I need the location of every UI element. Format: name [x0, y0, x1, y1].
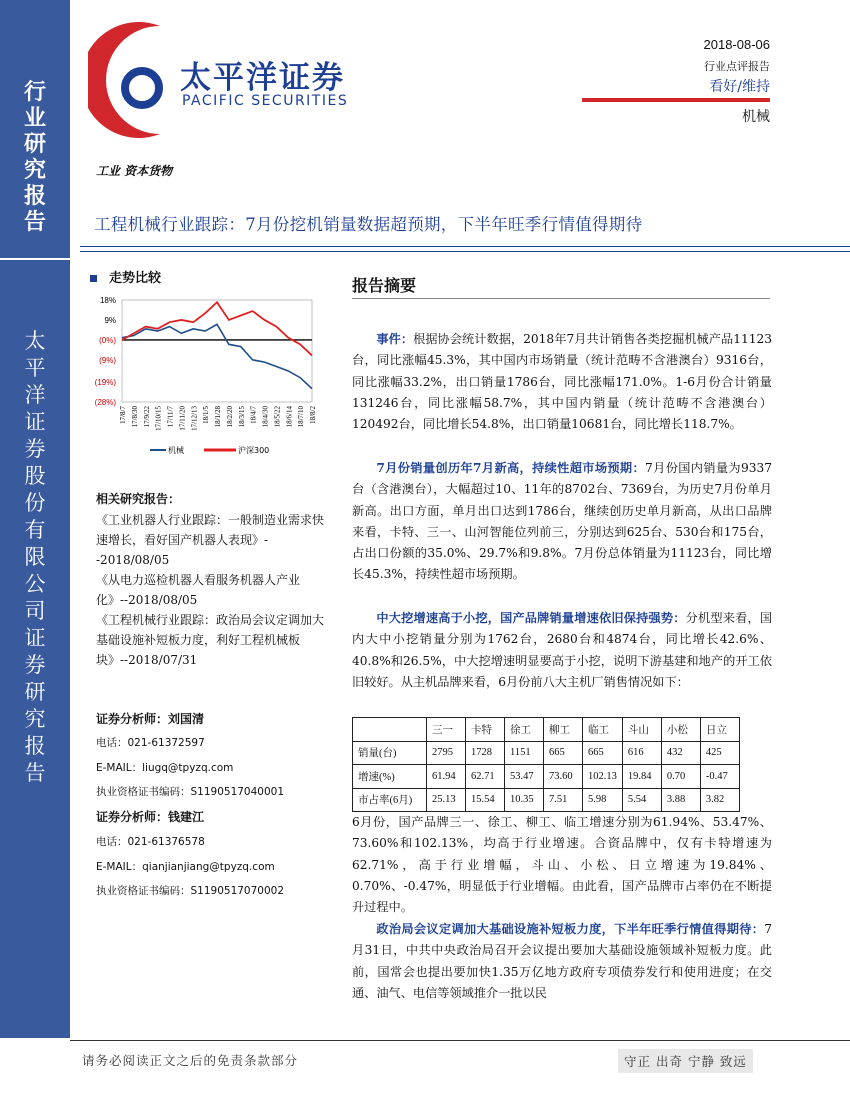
side-label-char: 限: [24, 545, 46, 569]
trend-heading: [90, 267, 161, 286]
table-cell: 销量(台): [353, 741, 427, 765]
chart-x-tick-label: 17/9/22: [142, 406, 151, 428]
trend-heading-text: 走势比较: [109, 271, 162, 286]
sector-label: 机械: [742, 109, 770, 125]
chart-x-tick-label: 17/11/7: [166, 406, 175, 428]
table-cell: 增速(%): [353, 765, 427, 789]
side-label-report-type: [0, 80, 70, 236]
table-cell: 62.71: [466, 765, 505, 789]
table-cell: 5.98: [583, 788, 623, 812]
side-label-char: 报: [23, 184, 46, 209]
chart-x-tick-label: 18/3/15: [237, 406, 246, 428]
pacific-logo-icon: [88, 20, 180, 140]
report-type: 行业点评报告: [704, 60, 770, 73]
table-header-cell: 柳工: [544, 718, 583, 742]
table-cell: 665: [583, 741, 623, 765]
chart-y-tick-label: 9%: [104, 315, 116, 325]
analyst-cert: 执业资格证书编码：S1190517070002: [96, 885, 285, 897]
table-header-cell: [353, 718, 427, 742]
side-label-char: 份: [24, 491, 46, 515]
chart-x-tick-label: 17/8/30: [130, 406, 139, 428]
table-cell: 1151: [505, 741, 544, 765]
logo-text-cn: 太平洋证券: [180, 60, 345, 96]
table-cell: 616: [622, 741, 661, 765]
chart-x-tick-label: 18/4/7: [249, 406, 258, 424]
paragraph-lead: 事件：: [376, 332, 414, 346]
side-label-char: 洋: [24, 383, 46, 407]
table-cell: 7.51: [544, 788, 583, 812]
chart-y-tick-label: (9%): [99, 355, 116, 365]
analyst-name: 证券分析师：钱建江: [96, 810, 205, 824]
side-label-char: 研: [23, 132, 46, 157]
summary-paragraph-july-sales: [352, 458, 772, 586]
report-date: 2018-08-06: [703, 37, 770, 52]
side-label-char: 研: [24, 680, 46, 704]
rating-label: 看好/维持: [709, 79, 770, 95]
trend-chart: [80, 290, 325, 462]
analyst-cert: 执业资格证书编码：S1190517040001: [96, 786, 285, 798]
chart-legend-label: 机械: [168, 446, 184, 455]
chart-y-tick-label: (0%): [99, 335, 116, 345]
side-label-char: 公: [24, 572, 46, 596]
table-header-cell: 徐工: [505, 718, 544, 742]
related-reports-heading: 相关研究报告：: [96, 492, 181, 506]
paragraph-text: 分机型来看，国内大中小挖销量分别为1762台，2680台和4874台，同比增长42.6%、40.8%和26.5%，中大挖增速明显要高于小挖，说明下游基建和地产的开工依旧较好。从主机品牌来看，6月份前八大主机厂销售情况如下：: [352, 611, 773, 689]
chart-x-tick-label: 17/11/20: [178, 406, 187, 431]
paragraph-lead: 政治局会议定调加大基础设施补短板力度，下半年旺季行情值得期待：: [376, 922, 765, 936]
side-label-char: 平: [24, 356, 46, 380]
side-label-char: 有: [24, 518, 46, 542]
table-header-cell: 卡特: [466, 718, 505, 742]
table-cell: 1728: [466, 741, 505, 765]
chart-x-tick-label: 18/2/20: [225, 406, 234, 428]
brand-sales-table: [352, 717, 740, 812]
table-cell: 0.70: [661, 765, 700, 789]
table-row: [353, 741, 740, 765]
table-cell: 3.82: [700, 788, 739, 812]
related-reports-list: [96, 510, 328, 670]
table-header-cell: 三一: [427, 718, 466, 742]
side-label-company: [0, 328, 70, 787]
paragraph-text: 6月份，国产品牌三一、徐工、柳工、临工增速分别为61.94%、53.47%、73.60%和102.13%，均高于行业增速。合资品牌中，仅有卡特增速为62.71%，高于行业增幅，斗山、小松、日立增速为19.84%、0.70%、-0.47%，明显低于行业增幅。由此看，国产品牌市占率仍在不断提升过程中。: [352, 815, 772, 915]
paragraph-lead: 7月份销量创历年7月新高，持续性超市场预期：: [376, 461, 646, 475]
table-cell: 2795: [427, 741, 466, 765]
chart-x-tick-label: 18/8/2: [309, 406, 317, 424]
side-label-char: 究: [23, 158, 46, 183]
title-divider-thin: [80, 251, 850, 252]
table-row: [353, 765, 740, 789]
side-label-char: 证: [24, 410, 46, 434]
chart-y-tick-label: (28%): [94, 398, 116, 407]
table-cell: 432: [661, 741, 700, 765]
side-label-char: 究: [24, 707, 46, 731]
summary-paragraph-domestic-brands: [352, 812, 772, 918]
paragraph-text: 7月份国内销量为9337台（含港澳台），大幅超过10、11年的8702台、7369台，为历史7月份单月新高。出口方面，单月出口达到1786台，继续创历史单月新高，从出口品牌来看，卡特、三一、山河智能位列前三，分别达到625台、530台和175台，占出口份额的35.0%、29.7%和9.8%。7月份总体销量为11123台，同比增长45.3%，持续性超市场预期。: [352, 461, 772, 582]
analyst-email[interactable]: E-MAIL：qianjianjiang@tpyzq.com: [96, 861, 275, 873]
paragraph-text: 根据协会统计数据，2018年7月共计销售各类挖掘机械产品11123台，同比涨幅45.3%，其中国内市场销量（统计范畴不含港澳台）9316台，同比涨幅33.2%，出口销量1786台，同比涨幅171.0%。1-6月份合计销量131246台，同比涨幅58.7%，其中国内销量（统计范畴不含港澳台）120492台，同比增长54.8%，出口销量10681台，同比增长118.7%。: [352, 332, 773, 432]
table-cell: 61.94: [427, 765, 466, 789]
table-cell: 73.60: [544, 765, 583, 789]
side-label-char: 告: [24, 761, 46, 785]
chart-legend-label: 沪深300: [238, 446, 270, 455]
related-report-item[interactable]: 《工程机械行业跟踪：政治局会议定调加大基础设施补短板力度，利好工程机械板块》--2018/07/31: [96, 613, 325, 667]
chart-y-tick-label: 18%: [99, 296, 116, 305]
related-report-item[interactable]: 《工业机器人行业跟踪：一般制造业需求快速增长，看好国产机器人表现》--2018/08/05: [96, 513, 325, 567]
side-label-char: 券: [24, 653, 46, 677]
table-cell: 10.35: [505, 788, 544, 812]
chart-x-tick-label: 18/1/28: [214, 406, 222, 428]
footer-motto: 守正 出奇 宁静 致远: [618, 1049, 753, 1073]
side-label-char: 太: [24, 329, 46, 353]
side-label-char: 业: [23, 106, 46, 131]
table-cell: 102.13: [583, 765, 623, 789]
chart-x-tick-label: 18/4/30: [261, 406, 270, 428]
square-bullet-icon: [90, 275, 97, 282]
table-cell: 15.54: [466, 788, 505, 812]
table-cell: 53.47: [505, 765, 544, 789]
table-cell: 3.88: [661, 788, 700, 812]
related-report-item[interactable]: 《从电力巡检机器人看服务机器人产业化》--2018/08/05: [96, 573, 301, 607]
category-label: 工业 资本货物: [96, 164, 173, 178]
side-label-char: 司: [24, 599, 46, 623]
chart-x-tick-label: 18/6/14: [285, 406, 294, 428]
chart-x-tick-label: 18/7/10: [297, 406, 306, 428]
page-title: 工程机械行业跟踪：7月份挖机销量数据超预期，下半年旺季行情值得期待: [94, 215, 643, 234]
summary-paragraph-policy: [352, 919, 772, 1004]
analyst-email[interactable]: E-MAIL：liugq@tpyzq.com: [96, 762, 234, 774]
analyst-phone: 电话：021-61376578: [96, 836, 205, 848]
paragraph-text: 7月31日，中共中央政治局召开会议提出要加大基础设施领域补短板力度。此前，国常会也提出要加快1.35万亿地方政府专项债券发行和使用进度；在交通、油气、电信等领域推介一批以民: [352, 922, 772, 1000]
side-label-char: 行: [23, 80, 46, 105]
table-cell: 市占率(6月): [353, 788, 427, 812]
summary-paragraph-excavator-size: [352, 608, 772, 693]
side-label-char: 股: [24, 464, 46, 488]
footer-disclaimer: 请务必阅读正文之后的免责条款部分: [82, 1053, 299, 1068]
table-header-cell: 临工: [583, 718, 623, 742]
title-divider: [80, 246, 850, 247]
chart-plot-frame: [122, 300, 312, 402]
chart-x-tick-label: 18/5/22: [273, 406, 282, 428]
rating-bar: [582, 98, 770, 102]
chart-x-tick-label: 17/10/15: [154, 406, 163, 431]
footer-divider: [70, 1040, 850, 1041]
chart-y-tick-label: (19%): [94, 378, 116, 388]
table-header-cell: 斗山: [622, 718, 661, 742]
table-cell: -0.47: [700, 765, 739, 789]
table-header-cell: 日立: [700, 718, 739, 742]
logo-text-en: PACIFIC SECURITIES: [182, 93, 349, 109]
summary-heading: 报告摘要: [352, 276, 417, 295]
side-label-char: 告: [23, 210, 46, 235]
table-header-cell: 小松: [661, 718, 700, 742]
chart-x-tick-label: 17/12/13: [190, 406, 199, 431]
table-header-row: [353, 718, 740, 742]
table-row: [353, 788, 740, 812]
table-cell: 665: [544, 741, 583, 765]
side-label-char: 报: [24, 734, 46, 758]
analyst-name: 证券分析师：刘国清: [96, 712, 205, 726]
summary-divider: [352, 298, 770, 299]
chart-series-line-csi300: [122, 302, 312, 355]
summary-paragraph-event: [352, 329, 772, 435]
side-label-char: 券: [24, 437, 46, 461]
table-cell: 5.54: [622, 788, 661, 812]
analyst-phone: 电话：021-61372597: [96, 737, 205, 749]
chart-x-tick-label: 17/8/7: [119, 406, 127, 424]
chart-x-tick-label: 18/1/5: [202, 406, 211, 424]
paragraph-lead: 中大挖增速高于小挖，国产品牌销量增速依旧保持强势：: [376, 611, 686, 625]
side-label-char: 证: [24, 626, 46, 650]
table-cell: 19.84: [622, 765, 661, 789]
table-cell: 25.13: [427, 788, 466, 812]
table-cell: 425: [700, 741, 739, 765]
